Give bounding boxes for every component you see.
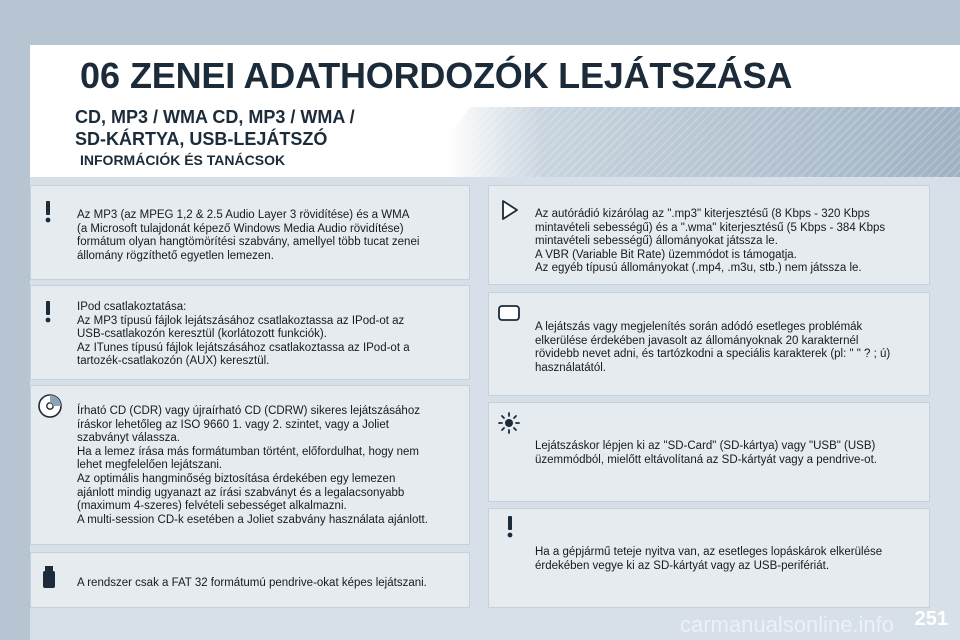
info-text-filenames: A lejátszás vagy megjelenítés során adódó esetleges problémák elkerülése érdekében javasolt az állományoknak 20 karakternél rövidebb nevet adni, és tartózkodni a speciális karakterek (pl: " " ? ; ú) használatától.	[535, 321, 891, 374]
screen-display-icon	[495, 300, 523, 328]
page-number: 251	[914, 608, 948, 630]
info-text-eject: Lejátszáskor lépjen ki az "SD-Card" (SD-kártya) vagy "USB" (USB) üzemmódból, mielőtt eltávolítaná az SD-kártyát vagy a pendrive-ot.	[535, 440, 877, 466]
page-title: ZENEI ADATHORDOZÓK LEJÁTSZÁSA	[130, 55, 793, 96]
info-text-mp3-wma: Az MP3 (az MPEG 1,2 & 2.5 Audio Layer 3 rövidítése) és a WMA (a Microsoft tulajdonát képező Windows Media Audio rövidítése) formátum olyan hangtömörítési szabvány, amellyel több tucat zenei állomány rögzíthető egyetlen lemezen.	[77, 209, 420, 262]
info-text-ipod: IPod csatlakoztatása: Az MP3 típusú fájlok lejátszásához csatlakoztassa az IPod-ot az USB-csatlakozón keresztül (korlátozott funkciók). Az ITunes típusú fájlok lejátszásához csatlakoztassa az IPod-ot a tartozék-csatlakozón (AUX) keresztül.	[77, 301, 410, 368]
section-title	[75, 106, 355, 150]
watermark: carmanualsonline.info	[680, 612, 895, 637]
info-text-fat32: A rendszer csak a FAT 32 formátumú pendrive-okat képes lejátszani.	[77, 577, 427, 589]
section-title-line1: CD, MP3 / WMA CD, MP3 / WMA /	[75, 107, 355, 127]
subheader-hatch	[470, 107, 960, 177]
info-text-cdr: Írható CD (CDR) vagy újraírható CD (CDRW) sikeres lejátszásához íráskor lehetőleg az ISO 9660 1. vagy 2. szintet, vagy a Joliet szabványt válassza. Ha a lemez írása más formátumban történt, előfordulhat, hogy nem lehet megfelelően lejátszani. Az optimális hangminőség biztosítása érdekében egy lemezen ajánlott mindig ugyanazt az írási szabványt és a legalacsonyabb (maximum 4-szeres) felvételi sebességet alkalmazni. A multi-session CD-k esetében a Joliet szabvány használata ajánlott.	[77, 405, 428, 526]
play-triangle-icon	[495, 196, 523, 224]
section-caption: INFORMÁCIÓK ÉS TANÁCSOK	[80, 152, 286, 168]
info-text-theft: Ha a gépjármű teteje nyitva van, az esetleges lopáskárok elkerülése érdekében vegye ki az SD-kártyát vagy az USB-perifériát.	[535, 546, 883, 572]
warning-exclamation-icon	[34, 197, 62, 225]
chapter-number: 06	[80, 55, 121, 96]
sun-light-icon	[495, 409, 523, 437]
warning-exclamation-icon	[34, 297, 62, 325]
info-text-formats: Az autórádió kizárólag az ".mp3" kiterjesztésű (8 Kbps - 320 Kbps mintavételi sebességű) és a ".wma" kiterjesztésű (5 Kbps - 384 Kbps mintavételi sebességű) állományokat játssza le. A VBR (Variable Bit Rate) üzemmódot is támogatja. Az egyéb típusú állományokat (.mp4, .m3u, stb.) nem játssza le.	[535, 208, 886, 275]
usb-stick-icon	[35, 563, 63, 591]
section-title-line2: SD-KÁRTYA, USB-LEJÁTSZÓ	[75, 129, 328, 149]
cd-disc-icon	[36, 392, 64, 420]
warning-exclamation-icon	[496, 512, 524, 540]
